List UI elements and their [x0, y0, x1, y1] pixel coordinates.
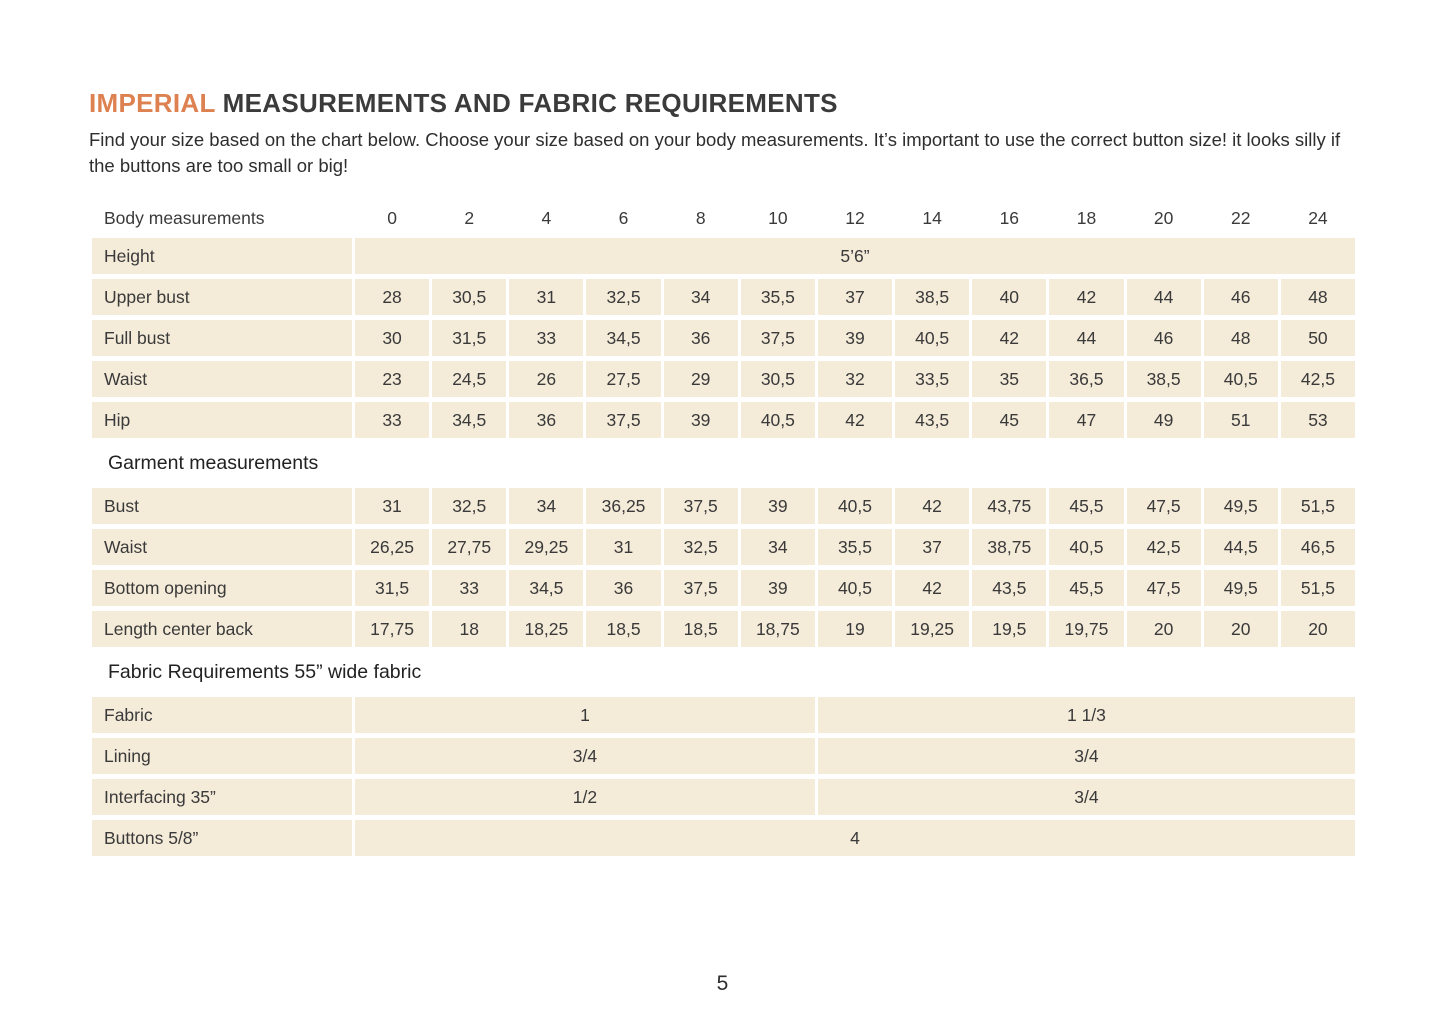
- table-cell-span-right: 3/4: [818, 779, 1355, 815]
- size-chart-table: [92, 203, 1355, 856]
- table-cell: 47: [1049, 402, 1123, 438]
- table-cell: 46,5: [1281, 529, 1355, 565]
- table-cell: 32,5: [664, 529, 738, 565]
- table-cell: 44: [1127, 279, 1201, 315]
- page-title: [89, 88, 1359, 119]
- table-cell: 40,5: [818, 570, 892, 606]
- table-cell: 17,75: [355, 611, 429, 647]
- table-cell: 37,5: [586, 402, 660, 438]
- table-cell: 33: [432, 570, 506, 606]
- table-cell: 19,25: [895, 611, 969, 647]
- table-cell: 18,75: [741, 611, 815, 647]
- table-cell: 50: [1281, 320, 1355, 356]
- table-cell: 32,5: [432, 488, 506, 524]
- table-cell: 36,25: [586, 488, 660, 524]
- table-cell: 46: [1127, 320, 1201, 356]
- table-cell: 38,75: [972, 529, 1046, 565]
- size-column-header: 0: [387, 207, 397, 228]
- table-cell-span-right: 3/4: [818, 738, 1355, 774]
- table-cell: 42: [1049, 279, 1123, 315]
- table-cell: 35,5: [818, 529, 892, 565]
- size-column-header: 22: [1231, 207, 1251, 228]
- table-cell: 51: [1204, 402, 1278, 438]
- row-label: Full bust: [92, 320, 352, 356]
- table-cell: 20: [1127, 611, 1201, 647]
- table-cell: 48: [1281, 279, 1355, 315]
- table-cell: 43,5: [895, 402, 969, 438]
- table-cell: 19,75: [1049, 611, 1123, 647]
- table-cell: 40,5: [895, 320, 969, 356]
- table-cell: 33: [509, 320, 583, 356]
- table-cell: 30,5: [432, 279, 506, 315]
- size-column-header: 2: [464, 207, 475, 228]
- table-cell: 42,5: [1281, 361, 1355, 397]
- page-title-highlight: IMPERIAL: [89, 88, 216, 118]
- size-column-header: 18: [1076, 207, 1097, 228]
- table-cell-span-right: 1 1/3: [818, 697, 1355, 733]
- table-cell: 33,5: [895, 361, 969, 397]
- table-cell: 30,5: [741, 361, 815, 397]
- row-label: Hip: [92, 402, 352, 438]
- size-column-header: 10: [768, 207, 788, 228]
- row-label: Waist: [92, 529, 352, 565]
- row-label: Length center back: [92, 611, 352, 647]
- row-label: Bust: [92, 488, 352, 524]
- table-cell: 31: [586, 529, 660, 565]
- table-cell: 33: [355, 402, 429, 438]
- table-cell-span-all: 5’6”: [355, 238, 1355, 274]
- table-cell: 18,5: [664, 611, 738, 647]
- table-cell: 34,5: [509, 570, 583, 606]
- table-cell: 39: [741, 488, 815, 524]
- table-cell: 32,5: [586, 279, 660, 315]
- table-cell: 29: [664, 361, 738, 397]
- table-cell: 37: [895, 529, 969, 565]
- table-cell: 35,5: [741, 279, 815, 315]
- size-column-header: 14: [922, 207, 942, 228]
- table-cell-span-all: 4: [355, 820, 1355, 856]
- table-cell: 27,5: [586, 361, 660, 397]
- table-cell: 42: [895, 570, 969, 606]
- size-column-header: 24: [1308, 207, 1328, 228]
- table-cell: 31: [355, 488, 429, 524]
- table-cell: 42: [818, 402, 892, 438]
- table-cell: 24,5: [432, 361, 506, 397]
- table-cell: 34: [741, 529, 815, 565]
- table-cell: 40,5: [741, 402, 815, 438]
- table-cell: 31: [509, 279, 583, 315]
- table-cell: 19,5: [972, 611, 1046, 647]
- size-column-header: 20: [1153, 207, 1174, 228]
- table-cell: 36: [586, 570, 660, 606]
- table-cell: 36: [509, 402, 583, 438]
- table-cell: 48: [1204, 320, 1278, 356]
- table-cell: 26: [509, 361, 583, 397]
- table-cell: 20: [1281, 611, 1355, 647]
- table-cell: 40,5: [818, 488, 892, 524]
- table-cell: 30: [355, 320, 429, 356]
- row-label: Bottom opening: [92, 570, 352, 606]
- table-cell: 42,5: [1127, 529, 1201, 565]
- table-cell: 45: [972, 402, 1046, 438]
- table-cell: 38,5: [1127, 361, 1201, 397]
- table-cell: 37,5: [664, 488, 738, 524]
- table-cell: 19: [818, 611, 892, 647]
- table-cell: 40: [972, 279, 1046, 315]
- row-label: Height: [92, 238, 352, 274]
- table-cell: 18,5: [586, 611, 660, 647]
- table-cell-span-left: 3/4: [355, 738, 815, 774]
- size-column-header: 6: [618, 207, 629, 228]
- table-cell: 37: [818, 279, 892, 315]
- table-cell: 51,5: [1281, 570, 1355, 606]
- table-cell: 18,25: [509, 611, 583, 647]
- table-cell: 49,5: [1204, 570, 1278, 606]
- section-title: Garment measurements: [108, 451, 319, 474]
- table-cell-span-left: 1/2: [355, 779, 815, 815]
- table-cell: 28: [355, 279, 429, 315]
- table-cell: 26,25: [355, 529, 429, 565]
- table-cell: 45,5: [1049, 488, 1123, 524]
- table-cell: 44: [1049, 320, 1123, 356]
- page-title-rest: MEASUREMENTS AND FABRIC REQUIREMENTS: [215, 88, 838, 118]
- table-cell: 34: [664, 279, 738, 315]
- page-content: [89, 88, 1359, 856]
- table-cell: 44,5: [1204, 529, 1278, 565]
- size-column-header: 16: [999, 207, 1020, 228]
- table-cell: 34,5: [586, 320, 660, 356]
- size-column-header: 12: [845, 207, 865, 228]
- table-cell: 47,5: [1127, 488, 1201, 524]
- table-cell: 27,75: [432, 529, 506, 565]
- table-cell: 42: [972, 320, 1046, 356]
- size-column-header: 8: [695, 207, 706, 228]
- table-cell: 47,5: [1127, 570, 1201, 606]
- table-cell: 49: [1127, 402, 1201, 438]
- table-cell: 42: [895, 488, 969, 524]
- table-cell: 18: [432, 611, 506, 647]
- table-cell: 34,5: [432, 402, 506, 438]
- table-cell: 37,5: [664, 570, 738, 606]
- table-cell: 46: [1204, 279, 1278, 315]
- table-cell: 32: [818, 361, 892, 397]
- table-cell: 43,75: [972, 488, 1046, 524]
- size-column-header: 4: [541, 207, 552, 228]
- row-label: Fabric: [92, 697, 352, 733]
- table-cell: 31,5: [432, 320, 506, 356]
- section-title: Fabric Requirements 55” wide fabric: [108, 660, 422, 683]
- table-cell: 36: [664, 320, 738, 356]
- table-cell: 43,5: [972, 570, 1046, 606]
- row-label: Waist: [92, 361, 352, 397]
- table-cell: 34: [509, 488, 583, 524]
- table-cell: 31,5: [355, 570, 429, 606]
- table-cell-span-left: 1: [355, 697, 815, 733]
- row-label: Lining: [92, 738, 352, 774]
- table-cell: 51,5: [1281, 488, 1355, 524]
- column-header-label: Body measurements: [104, 207, 265, 228]
- page-number: 5: [716, 972, 729, 995]
- table-cell: 39: [664, 402, 738, 438]
- table-cell: 38,5: [895, 279, 969, 315]
- row-label: Upper bust: [92, 279, 352, 315]
- table-cell: 53: [1281, 402, 1355, 438]
- table-cell: 40,5: [1049, 529, 1123, 565]
- table-cell: 20: [1204, 611, 1278, 647]
- table-cell: 36,5: [1049, 361, 1123, 397]
- table-cell: 39: [741, 570, 815, 606]
- table-cell: 40,5: [1204, 361, 1278, 397]
- row-label: Buttons 5/8”: [92, 820, 352, 856]
- table-cell: 39: [818, 320, 892, 356]
- table-cell: 37,5: [741, 320, 815, 356]
- intro-text: Find your size based on the chart below. Choose your size based on your body measurements. It’s important to use the correct button size! it looks silly if the buttons are too small or big!: [89, 129, 1341, 176]
- row-label: Interfacing 35”: [92, 779, 352, 815]
- table-cell: 35: [972, 361, 1046, 397]
- table-cell: 29,25: [509, 529, 583, 565]
- table-cell: 49,5: [1204, 488, 1278, 524]
- table-cell: 45,5: [1049, 570, 1123, 606]
- table-cell: 23: [355, 361, 429, 397]
